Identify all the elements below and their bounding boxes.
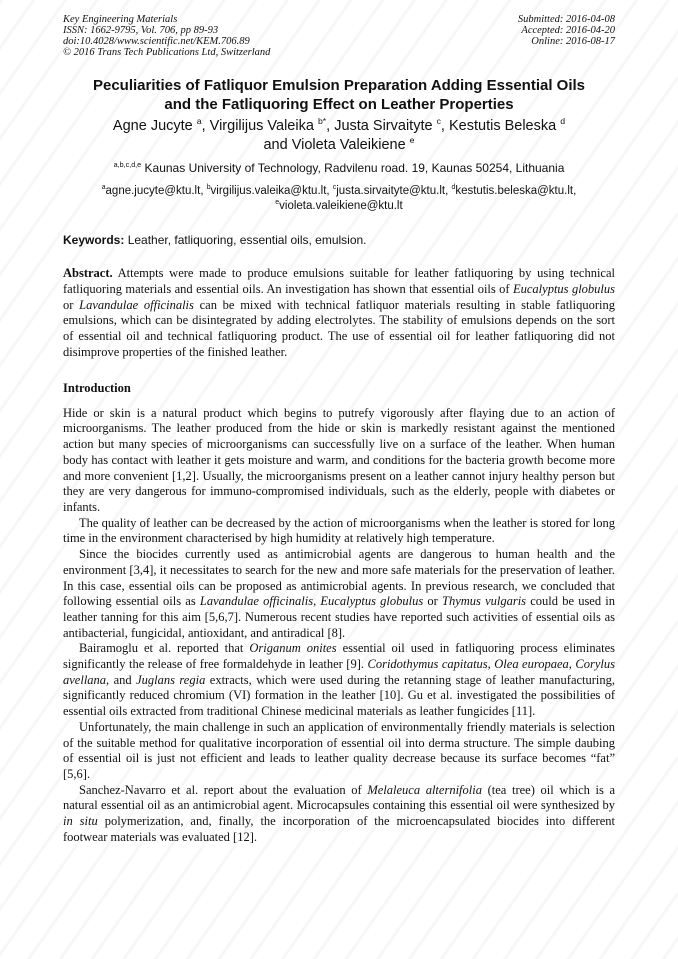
title-line-2: and the Fatliquoring Effect on Leather Properties [164,96,514,113]
affiliation-sup: a,b,c,d,e [113,160,142,169]
keywords-label: Keywords: [63,233,125,247]
paragraph-text: Bairamoglu et al. reported that [79,641,244,656]
paragraph [63,641,615,720]
species-name: Coridothymus capitatus [367,657,488,672]
author-name: Agne Jucyte [112,118,193,134]
author-name: Virgilijus Valeika [209,118,314,134]
email-link[interactable]: agne.jucyte@ktu.lt [105,185,201,197]
email-link[interactable]: violeta.valeikiene@ktu.lt [279,200,403,212]
email-sup: d [451,184,456,192]
accepted-date: Accepted: 2016-04-20 [521,25,615,36]
email-link[interactable]: virgilijus.valeika@ktu.lt [210,185,327,197]
species-name: in situ [63,814,98,829]
paragraph-text: , [568,657,572,672]
author-sup: b* [317,116,327,127]
email-link[interactable]: justa.sirvaityte@ktu.lt [336,185,446,197]
issn: ISSN: 1662-9795, Vol. 706, pp 89-93 [63,25,219,36]
keywords-text: Leather, fatliquoring, essential oils, emulsion. [127,233,367,247]
species-name: Eucalyptus globulus [320,594,424,609]
author-name: Violeta Valeikiene [291,137,406,153]
paper-title [63,76,615,114]
paragraph-text: or [427,594,438,609]
affiliation [63,161,615,176]
email-sup: b [206,184,211,192]
journal-name: Key Engineering Materials [63,14,178,25]
header-right [518,14,615,58]
journal-header [63,14,615,58]
header-left [63,14,270,58]
email-sup: a [101,184,106,192]
keywords [63,233,615,248]
species-name: Lavandulae officinalis [79,297,194,312]
affiliation-text: Kaunas University of Technology, Radvilenu road. 19, Kaunas 50254, Lithuania [144,161,565,175]
author-sup: e [409,135,415,146]
paragraph-text: Since the biocides currently used as antimicrobial agents are dangerous to human health and the environment [3,4], it necessitates to search for the new and more safe materials for the preservation of leather. In this case, essential oils can be proposed as antimicrobial agents. In previous research, we concluded that following essential oils as [63,547,615,609]
paragraph: Hide or skin is a natural product which begins to putrefy vigorously after flaying due to an action of microorganisms. The leather produced from the hide or skin is markedly resistant against the mentioned action but many species of microorganisms can successfully live on a surface of the leather. When human body has contact with leather it gets moisture and warm, and conditions for the bacteria growth become more and more convenient [1,2]. Usually, the microorganisms present on a leather cannot injury healthy person but they are very dangerous for immuno-compromised individuals, such as the elderly, people with diabetes or infants. [63,405,615,514]
paragraph: The quality of leather can be decreased by the action of microorganisms when the leather is stored for long time in the environment characterised by high humidity at relatively high temperature. [63,515,615,546]
paper-page [63,14,615,845]
species-name: Eucalyptus globulus [513,281,615,296]
email-line-1: $^a$agne.jucyte@ktu.lt, $^b$virgilijus.valeika@ktu.lt, $^c$justa.sirvaityte@ktu.lt, $^d$kestutis.beleska@ktu.lt, [101,184,577,197]
paragraph-text: , [313,594,317,609]
copyright: © 2016 Trans Tech Publications Ltd, Switzerland [63,47,271,58]
species-name: Origanum onites [249,641,337,656]
paragraph-text: could be used in leather tanning for this aim [5,6,7]. Numerous recent studies have reported such activities of essential oils as antibacterial, fungicidal, antioxidant, and antiradical [8]. [63,594,616,640]
email-sup: e [275,199,280,207]
submitted-date: Submitted: 2016-04-08 [517,14,615,25]
author-sup: a [196,116,202,127]
author-line-1: Agne Jucyte $^a$, Virgilijus Valeika $^{b*}$, Justa Sirvaityte $^c$, Kestutis Beleska $^d$ [112,116,566,134]
title-line-1: Peculiarities of Fatliquor Emulsion Preparation Adding Essential Oils [92,77,586,94]
paragraph-text: , [487,657,491,672]
email-list [63,184,615,214]
email-line-2 [63,199,615,214]
species-name: Juglans regia [136,672,206,687]
abstract [63,266,615,361]
species-name: Melaleuca alternifolia [367,782,482,797]
paragraph: Unfortunately, the main challenge in such an application of environmentally friendly materials is selection of the suitable method for qualitative incorporation of essential oil into derma structure. The simple daubing of essential oil is just not efficient and leads to leather quality decrease because its surface becomes “fat” [5,6]. [63,719,615,781]
paragraph [63,783,615,846]
email-link[interactable]: kestutis.beleska@ktu.lt [455,185,574,197]
abstract-text: can be mixed with technical fatliquor materials resulting in stable fatliquoring emulsions, which can be disintegrated by adding electrolytes. The stability of emulsions depends on the sort of essential oil and technical fatliquoring product. The use of essential oil for leather fatliquoring did not disimprove properties of the finished leather. [63,297,616,359]
introduction-body [63,406,615,846]
paragraph-text: , and [106,672,132,687]
doi: doi:10.4028/www.scientific.net/KEM.706.89 [63,36,250,47]
abstract-label: Abstract. [63,266,113,280]
online-date: Online: 2016-08-17 [531,36,615,47]
abstract-text: or [63,297,74,312]
paragraph-text: polymerization, and, finally, the incorporation of the microencapsulated biocides into different footwear materials was evaluated [12]. [63,814,615,844]
paragraph-text: Sanchez-Navarro et al. report about the evaluation of [79,782,362,797]
species-name: Thymus vulgaris [442,594,527,609]
author-line-2 [63,136,615,155]
author-and: and [263,137,288,153]
author-name: Justa Sirvaityte [334,118,433,134]
species-name: Olea europaea [494,657,569,672]
paragraph-text: extracts, which were used during the retanning stage of leather manufacturing, significantly reduced chromium (VI) formation in the leather [10]. Gu et al. investigated the possibilities of essential oils extracted from traditional Chinese medicinal materials as leather fungicides [11]. [63,672,616,719]
species-name: Corylus avellana [63,657,615,687]
author-name: Kestutis Beleska [448,118,557,134]
paragraph-text: essential oil used in fatliquoring process eliminates significantly the release of free formaldehyde in leather [9]. [63,641,616,672]
section-heading-introduction: Introduction [63,380,131,395]
paragraph [63,547,615,641]
species-name: Lavandulae officinalis [199,594,314,609]
author-sup: c [436,116,441,127]
author-sup: d [560,116,566,127]
abstract-text: Attempts were made to produce emulsions suitable for leather fatliquoring by using technical fatliquoring materials and essential oils. An investigation has shown that essential oils of [63,266,615,296]
email-sup: c [332,184,337,192]
paragraph-text: (tea tree) oil which is a natural essential oil as an antimicrobial agent. Microcapsules containing this essential oil were synthesized by [63,782,616,813]
author-list [63,117,615,155]
